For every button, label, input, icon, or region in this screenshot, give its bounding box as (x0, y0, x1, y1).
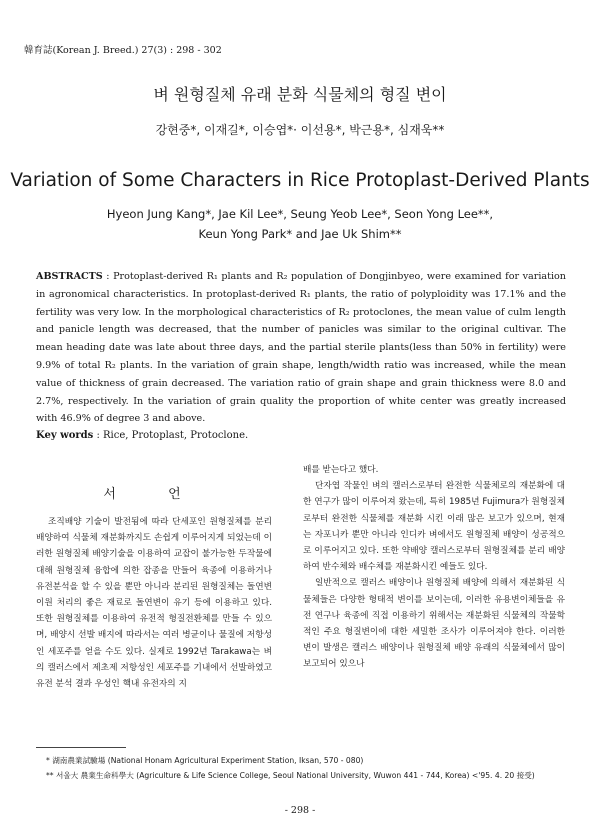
page-number: - 298 - (284, 805, 316, 816)
english-title: Variation of Some Characters in Rice Protoplast-Derived Plants (10, 170, 590, 191)
left-column-paragraph: 조직배양 기술이 발전됨에 따라 단세포인 원형질체를 분리 배양하여 식물체 재분화까지도 손쉽게 이루어지게 되었는데 이러한 원형질체 배양기술을 이용하여 교잡이 불가능한 두작물에 대해 원형질체 융합에 의한 잡종을 만들어 육종에 이용하거나 유전분석을 할 수 있을 뿐만 아니라 분리된 원형질체는 돌연변이원 처리의 좋은 재료로 돌연변이 유기 등에 이용하고 있다. 또한 원형질체를 이용하여 유전적 형질전환체를 만들 수 있으며, 배양시 선발 배지에 따라서는 여러 병균이나 물질에 저항성인 세포주를 얻을 수도 있다. 실제로 1992년 Tarakawa는 벼의 캘러스에서 제초제 저항성인 세포주를 기내에서 선발하였고 유전 분석 결과 우성인 핵내 유전자의 지 (36, 517, 272, 690)
right-column-paragraph-1: 단자엽 작물인 벼의 캘러스로부터 완전한 식물체로의 재분화에 대한 연구가 많이 이루어져 왔는데, 특히 1985년 Fujimura가 원형질체로부터 완전한 식물체를 재분화 시킨 이래 많은 보고가 있으며, 현재는 자포니카 뿐만 아니라 인디카 벼에서도 원형질체 배양이 성공적으로 이루어지고 있다. 또한 약배양 캘러스로부터 원형질체를 분리 배양하여 반수체와 배수체를 재분화시킨 예들도 있다. (303, 481, 565, 573)
english-authors-line-1: Hyeon Jung Kang*, Jae Kil Lee*, Seung Yeob Lee*, Seon Yong Lee**, (106, 207, 494, 221)
right-column-paragraph-2: 일반적으로 캘러스 배양이나 원형질체 배양에 의해서 재분화된 식물체들은 다양한 형태적 변이를 보이는데, 이러한 유용변이체들을 유전 연구나 육종에 직접 이용하기 위해서는 재분화된 식물체의 작물학적인 주요 형질변이에 대한 세밀한 조사가 이루어져야 한다. 이러한 변이 발생은 캘러스 배양이나 원형질체 배양 유래의 식물체에서 많이 보고되어 있으나 (303, 578, 565, 670)
footnote-divider (36, 747, 126, 748)
english-authors-line-2: Keun Yong Park* and Jae Uk Shim** (198, 227, 402, 241)
keywords-text: : Rice, Protoplast, Protoclone. (93, 430, 249, 441)
right-column (303, 462, 565, 673)
left-column (36, 514, 272, 692)
running-head: 韓育誌(Korean J. Breed.) 27(3) : 298 - 302 (24, 45, 222, 56)
right-column-continuation: 배를 받는다고 했다. (303, 465, 379, 475)
footnote-1: * 湖南農業試驗場 (National Honam Agricultural Experiment Station, Iksan, 570 - 080) (46, 756, 364, 765)
abstract-text: : Protoplast-derived R₁ plants and R₂ population of Dongjinbyeo, were examined for variation in agronomical characteristics. In protoplast-derived R₁ plants, the ratio of polyploidity was 17.1% and the fertility was very low. In the morphological characteristics of R₂ protoclones, the mean value of culm length and panicle length was decreased, that the number of panicles was similar to the original cultivar. The mean heading date was late about three days, and the partial sterile plants(less than 50% in fertility) were 9.9% of total R₂ plants. In the variation of grain shape, length/width ratio was increased, while the mean value of thickness of grain decreased. The variation ratio of grain shape and grain thickness were 8.0 and 2.7%, respectively. In the variation of grain quality the proportion of white center was greatly increased with 46.9% of degree 3 and above. (36, 271, 566, 425)
keywords-label: Key words (36, 430, 94, 441)
keywords (36, 430, 248, 441)
korean-title: 벼 원형질체 유래 분화 식물체의 형질 변이 (153, 85, 447, 104)
section-heading-introduction: 서 언 (103, 487, 205, 502)
abstract-label: ABSTRACTS (36, 271, 103, 282)
footnote-2: ** 서울大 農業生命科學大 (Agriculture & Life Science College, Seoul National University, Wuwon 441 - 744, Korea) <'95. 4. 20 接受) (46, 771, 535, 780)
abstract (36, 268, 566, 428)
korean-authors: 강현중*, 이재길*, 이승엽*· 이선용*, 박근용*, 심재욱** (155, 123, 445, 137)
english-authors (0, 204, 600, 244)
